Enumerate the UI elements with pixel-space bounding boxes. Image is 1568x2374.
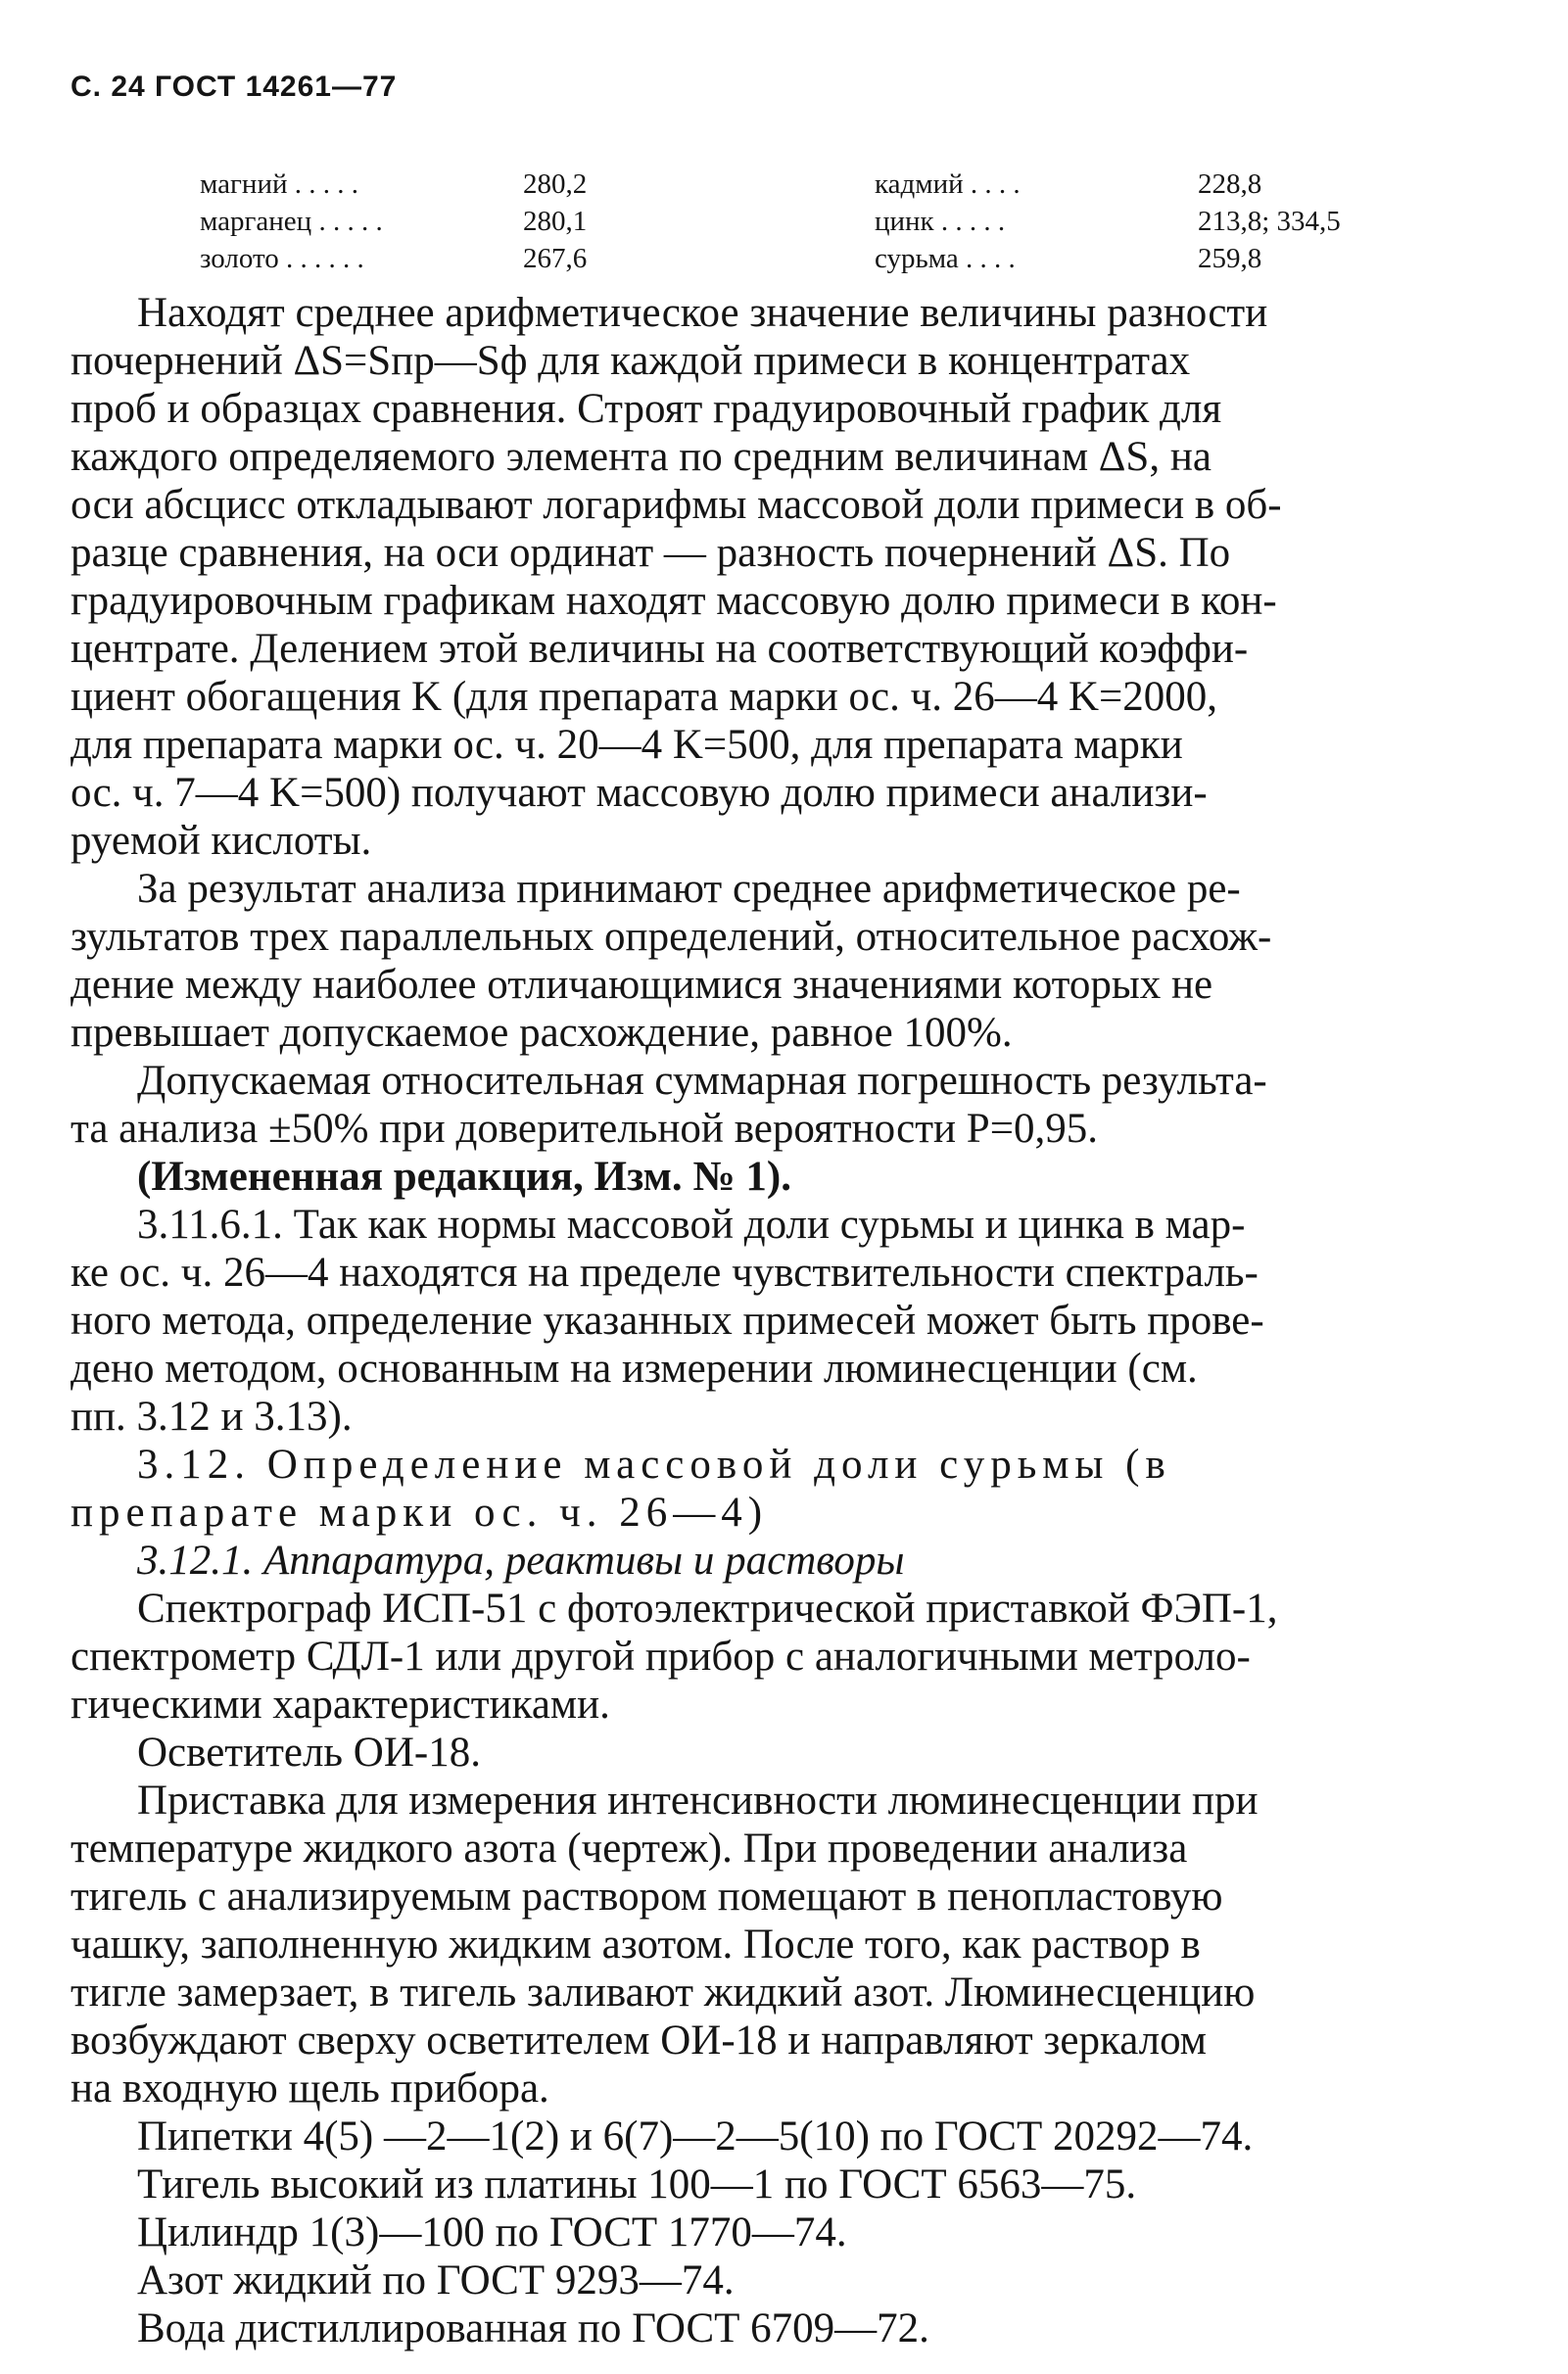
wavelength-value: 259,8 <box>1198 243 1262 274</box>
element-name: магний . . . . . <box>200 168 358 200</box>
paragraph-nitrogen: Азот жидкий по ГОСТ 9293—74. <box>137 2257 735 2303</box>
wavelength-value: 213,8; 334,5 <box>1198 206 1341 237</box>
element-name: сурьма . . . . <box>875 243 1016 274</box>
wavelength-value: 280,2 <box>523 168 588 200</box>
element-name: марганец . . . . . <box>200 206 383 237</box>
paragraph-pipettes: Пипетки 4(5) —2—1(2) и 6(7)—2—5(10) по ГОСТ 20292—74. <box>137 2113 1254 2160</box>
paragraph-calibration: Находят среднее арифметическое значение величины разности почернений ΔS=Sпр—Sф для каждой примеси в концентратах проб и образцах сравнения. Строят градуировочный график для каждого определяемого элемента по средним величинам ΔS, на оси абсцисс откладывают логарифмы массовой доли примеси в об- разце сравнения, на оси ординат — разность почернений ΔS. По градуировочным графикам находят массовую долю примеси в кон- центрате. Делением этой величины на соответствующий коэффи- циент обогащения K (для препарата марки ос. ч. 26—4 K=2000, для препарата марки ос. ч. 20—4 K=500, для препарата марки ос. ч. 7—4 K=500) получают массовую долю примеси анализи- руемой кислоты. <box>71 290 1282 864</box>
line-row <box>200 203 587 240</box>
paragraph-attachment: Приставка для измерения интенсивности люминесценции при температуре жидкого азота (чертеж). При проведении анализа тигель с анализируемым раствором помещают в пенопластовую чашку, заполненную жидким азотом. После того, как раствор в тигле замерзает, в тигель заливают жидкий азот. Люминесценцию возбуждают сверху осветителем ОИ-18 и направляют зеркалом на входную щель прибора. <box>71 1778 1259 2112</box>
paragraph-crucible: Тигель высокий из платины 100—1 по ГОСТ 6563—75. <box>137 2161 1137 2208</box>
wavelength-value: 228,8 <box>1198 168 1262 200</box>
element-name: кадмий . . . . <box>875 168 1021 200</box>
line-row <box>875 240 1341 277</box>
paragraph-spectrograph: Спектрограф ИСП-51 с фотоэлектрической приставкой ФЭП-1, спектрометр СДЛ-1 или другой прибор с аналогичными метроло- гическими характеристиками. <box>71 1586 1278 1728</box>
page-header: С. 24 ГОСТ 14261—77 <box>71 71 398 103</box>
element-name: цинк . . . . . <box>875 206 1006 237</box>
line-row <box>200 240 587 277</box>
subsection-heading-3-12-1: 3.12.1. Аппаратура, реактивы и растворы <box>137 1538 905 1584</box>
paragraph-water: Вода дистиллированная по ГОСТ 6709—72. <box>137 2305 929 2351</box>
spectral-lines-left <box>200 166 587 277</box>
section-heading-3-12: 3.12. Определение массовой доли сурьмы (в препарате марки ос. ч. 26—4) <box>71 1442 1171 1536</box>
line-row <box>875 203 1341 240</box>
wavelength-value: 280,1 <box>523 206 588 237</box>
paragraph-illuminator: Осветитель ОИ-18. <box>137 1730 481 1776</box>
spectral-lines-right <box>875 166 1341 277</box>
document-body <box>71 289 1451 2352</box>
line-row <box>200 166 587 203</box>
line-row <box>875 166 1341 203</box>
paragraph-result: За результат анализа принимают среднее арифметическое ре- зультатов трех параллельных определений, относительное расхож- дение между наиболее отличающимися значениями которых не превышает допускаемое расхождение, равное 100%. <box>71 866 1272 1056</box>
paragraph-amendment: (Измененная редакция, Изм. № 1). <box>137 1154 791 1200</box>
paragraph-error: Допускаемая относительная суммарная погрешность результа- та анализа ±50% при доверительной вероятности P=0,95. <box>71 1058 1267 1152</box>
element-name: золото . . . . . . <box>200 243 364 274</box>
wavelength-value: 267,6 <box>523 243 588 274</box>
paragraph-3-11-6-1: 3.11.6.1. Так как нормы массовой доли сурьмы и цинка в мар- ке ос. ч. 26—4 находятся на пределе чувствительности спектраль- ного метода, определение указанных примесей может быть прове- дено методом, основанным на измерении люминесценции (см. пп. 3.12 и 3.13). <box>71 1202 1264 1440</box>
paragraph-cylinder: Цилиндр 1(3)—100 по ГОСТ 1770—74. <box>137 2209 847 2255</box>
